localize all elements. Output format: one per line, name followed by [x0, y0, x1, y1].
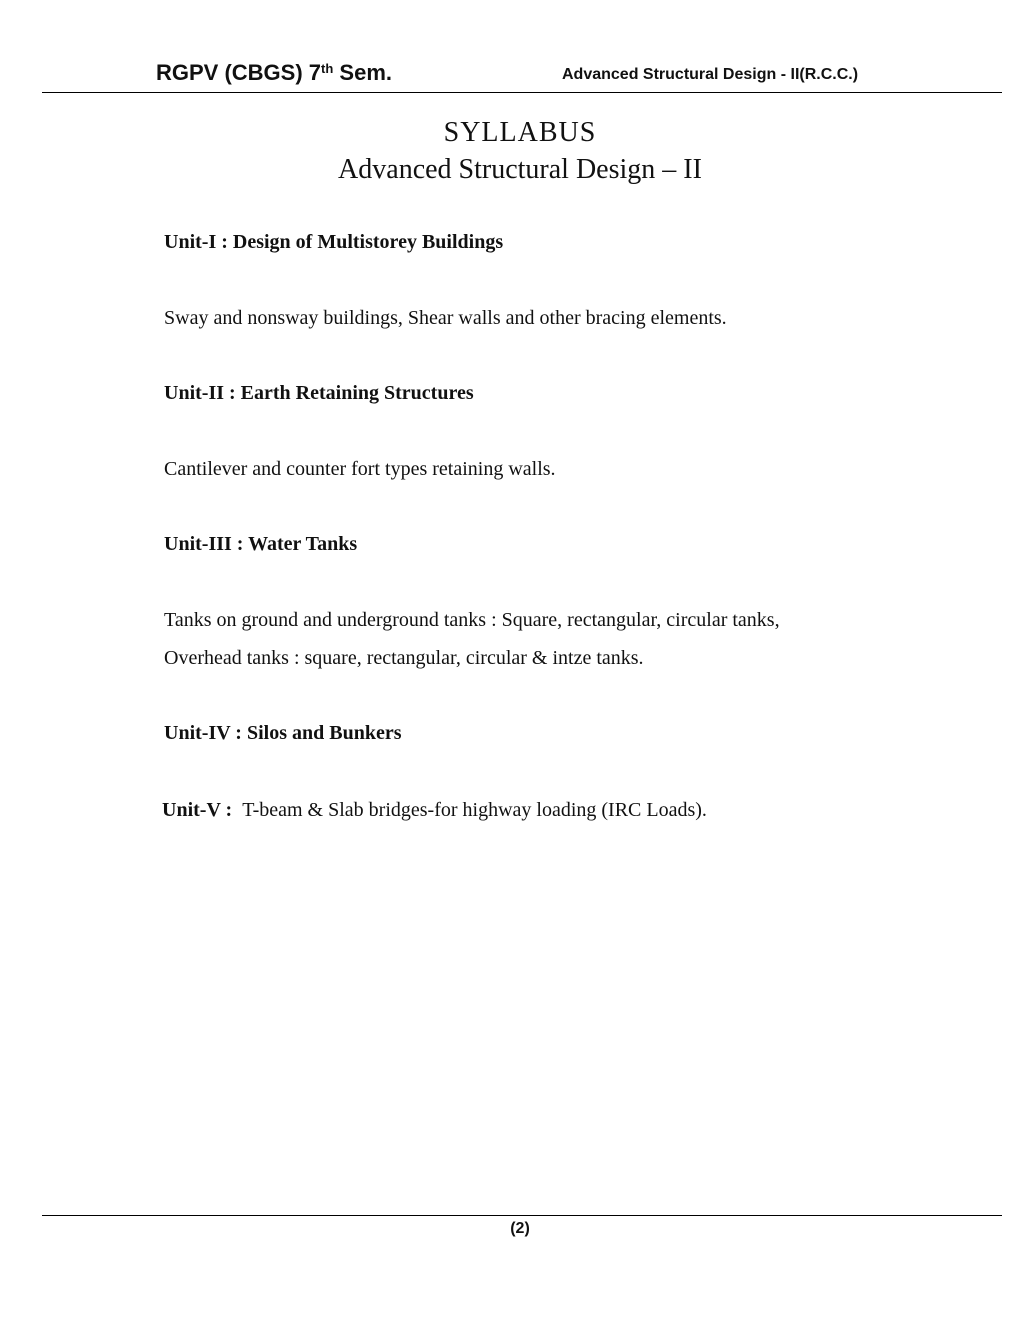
ordinal-suffix: th: [321, 61, 334, 76]
unit-3-description-line-2: Overhead tanks : square, rectangular, circular & intze tanks.: [164, 647, 644, 669]
unit-3-heading: Unit-III : Water Tanks: [164, 533, 358, 555]
page-number: (2): [510, 1220, 530, 1237]
unit-1-heading: Unit-I : Design of Multistorey Buildings: [164, 231, 504, 253]
course-semester-text: RGPV (CBGS) 7: [156, 60, 322, 85]
unit-2-heading: Unit-II : Earth Retaining Structures: [164, 382, 474, 404]
subject-name: Advanced Structural Design - II(R.C.C.): [562, 66, 859, 83]
semester-label: Sem.: [333, 60, 393, 85]
page-header: [42, 58, 1002, 93]
unit-3-description-line-1: Tanks on ground and underground tanks : Square, rectangular, circular tanks,: [164, 609, 780, 631]
unit-2-description: Cantilever and counter fort types retaining walls.: [164, 458, 556, 480]
unit-1-description: Sway and nonsway buildings, Shear walls and other bracing elements.: [164, 307, 727, 329]
syllabus-title: SYLLABUS: [443, 117, 597, 148]
unit-4-heading: Unit-IV : Silos and Bunkers: [164, 722, 402, 744]
unit-5-heading: Unit-V :: [162, 799, 233, 821]
unit-5-description: T-beam & Slab bridges-for highway loading (IRC Loads).: [242, 799, 707, 821]
unit-5-line: [162, 797, 707, 823]
subject-title: Advanced Structural Design – II: [338, 154, 702, 185]
footer-divider: [42, 1215, 1002, 1216]
course-semester: [156, 58, 392, 88]
